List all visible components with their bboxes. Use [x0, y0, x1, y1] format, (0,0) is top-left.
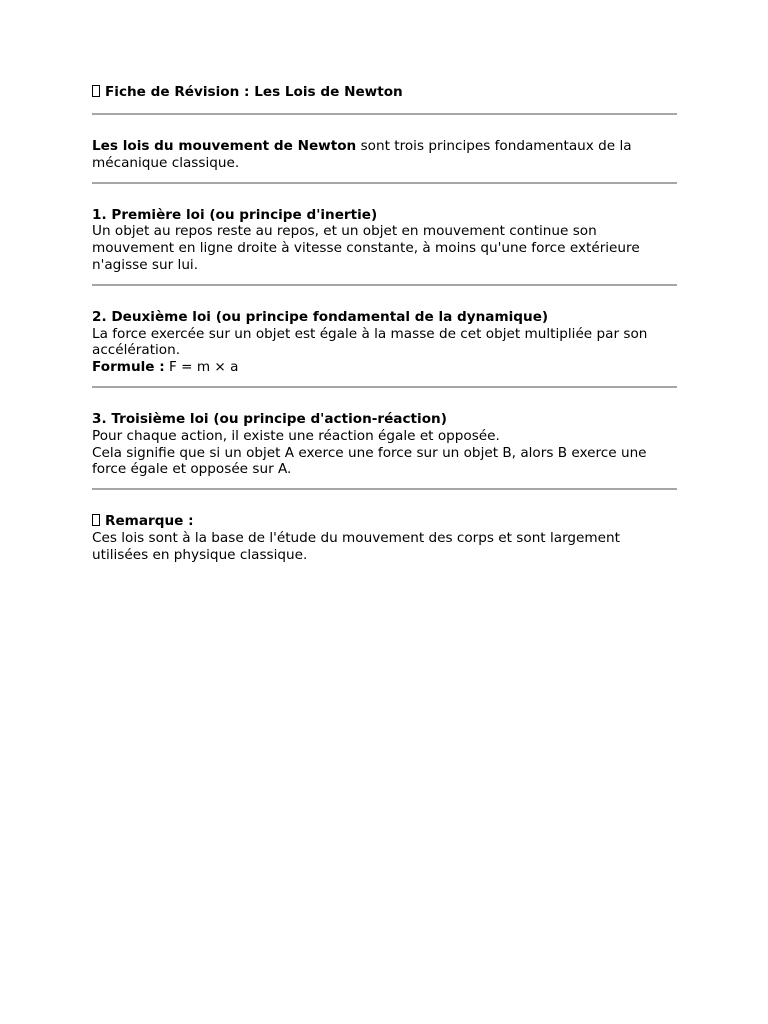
document-content	[92, 84, 677, 564]
section-text: Cela signifie que si un objet A exerce une force sur un objet B, alors B exerce une force égale et opposée sur A.	[92, 444, 647, 478]
remark-heading	[92, 513, 677, 530]
intro-rest-text: sont trois principes fondamentaux de la mécanique classique.	[92, 138, 632, 171]
formula-value: F = m × a	[164, 359, 239, 376]
section-third-law	[92, 411, 677, 478]
remark-label: Remarque :	[105, 513, 194, 530]
section-first-law	[92, 207, 677, 274]
remark-section	[92, 513, 677, 563]
section-second-law	[92, 309, 677, 376]
section-text: Un objet au repos reste au repos, et un objet en mouvement continue son mouvement en ligne droite à vitesse constante, à moins qu'une force extérieure n'agisse sur lui.	[92, 223, 640, 273]
section-text: Pour chaque action, il existe une réaction égale et opposée.	[92, 427, 500, 444]
section-heading: 3. Troisième loi (ou principe d'action-réaction)	[92, 410, 447, 427]
page-title	[92, 84, 677, 102]
section-heading: 2. Deuxième loi (ou principe fondamental de la dynamique)	[92, 308, 549, 325]
box-glyph-icon	[92, 85, 100, 97]
page-title-text: Fiche de Révision : Les Lois de Newton	[105, 84, 403, 100]
intro-paragraph	[92, 138, 677, 172]
formula-line	[92, 359, 677, 376]
formula-label: Formule :	[92, 359, 165, 376]
section-heading: 1. Première loi (ou principe d'inertie)	[92, 206, 378, 223]
remark-text: Ces lois sont à la base de l'étude du mouvement des corps et sont largement utilisées en physique classique.	[92, 529, 620, 563]
intro-bold-text: Les lois du mouvement de Newton	[92, 138, 357, 154]
section-text: La force exercée sur un objet est égale à la masse de cet objet multipliée par son accélération.	[92, 325, 648, 359]
box-glyph-icon	[92, 514, 100, 526]
